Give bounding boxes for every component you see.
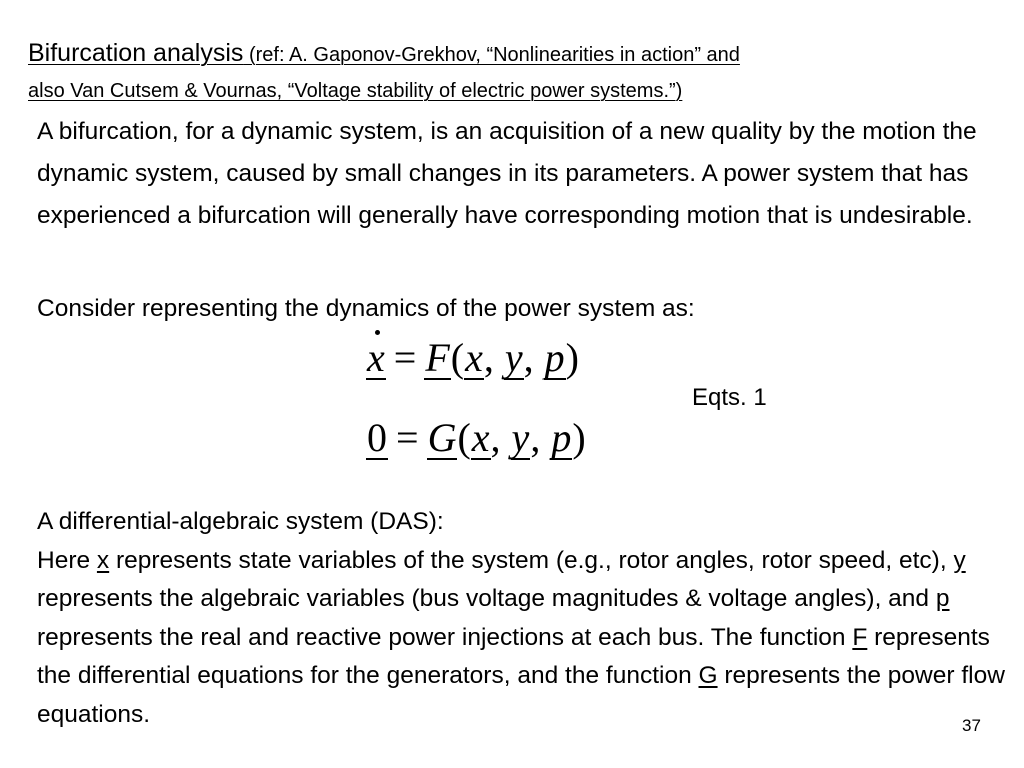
page-number: 37 bbox=[962, 716, 981, 735]
func-f: F bbox=[852, 623, 868, 651]
equation-algebraic bbox=[366, 413, 586, 463]
eq1-rparen: ) bbox=[565, 335, 579, 380]
eq1-comma1: , bbox=[483, 335, 494, 380]
das-text-1: represents state variables of the system (e.g., rotor angles, rotor speed, etc), bbox=[109, 546, 954, 574]
func-g: G bbox=[698, 662, 718, 689]
eq1-function-f: F bbox=[425, 335, 450, 380]
eq2-equals: = bbox=[396, 415, 419, 460]
time-derivative-dot bbox=[375, 330, 380, 335]
var-p: p bbox=[935, 585, 950, 612]
eq2-lhs-zero: 0 bbox=[367, 415, 387, 460]
eq1-lparen: ( bbox=[450, 335, 465, 380]
eq2-arg-p: p bbox=[551, 415, 572, 460]
das-text-5: represents the power flow equations. bbox=[37, 662, 1005, 728]
var-x: x bbox=[96, 546, 110, 574]
eq2-comma1: , bbox=[490, 415, 501, 460]
eq1-comma2: , bbox=[523, 335, 534, 380]
var-y: y bbox=[953, 546, 966, 574]
title-reference-line1: (ref: A. Gaponov-Grekhov, “Nonlinearities in action” and bbox=[243, 44, 740, 66]
das-text-2: represents the algebraic variables (bus voltage magnitudes & voltage angles), and bbox=[37, 585, 936, 612]
title-main: Bifurcation analysis bbox=[28, 39, 244, 67]
eq1-lhs-xdot: x bbox=[366, 338, 386, 380]
das-heading: A differential-algebraic system (DAS): bbox=[37, 508, 444, 535]
eq2-arg-y: y bbox=[511, 415, 530, 460]
das-text-here: Here bbox=[37, 546, 97, 574]
slide-title bbox=[28, 36, 1008, 110]
eq2-lparen: ( bbox=[457, 415, 471, 460]
title-reference-line2: also Van Cutsem & Vournas, “Voltage stability of electric power systems.”) bbox=[28, 80, 683, 102]
eq1-equals: = bbox=[393, 335, 417, 380]
equation-label: Eqts. 1 bbox=[692, 384, 767, 411]
consider-paragraph: Consider representing the dynamics of the power system as: bbox=[37, 295, 695, 322]
das-text-4: represents the differential equations for the generators, and the function bbox=[37, 623, 990, 689]
eq1-arg-p: p bbox=[544, 335, 565, 380]
eq2-rparen: ) bbox=[572, 415, 586, 460]
das-text-3: represents the real and reactive power injections at each bus. The function bbox=[37, 623, 853, 651]
eq2-arg-x: x bbox=[471, 415, 490, 460]
equation-differential bbox=[366, 333, 579, 383]
intro-paragraph: A bifurcation, for a dynamic system, is an acquisition of a new quality by the motion the dynamic system, caused by small changes in its parameters. A power system that has experienced a bifurcation will generally have corresponding motion that is undesirable. bbox=[37, 118, 977, 229]
eq2-comma2: , bbox=[530, 415, 541, 460]
eq1-arg-y: y bbox=[504, 335, 523, 380]
eq2-function-g: G bbox=[427, 415, 457, 460]
eq1-arg-x: x bbox=[465, 335, 483, 380]
das-paragraph bbox=[37, 503, 1012, 734]
